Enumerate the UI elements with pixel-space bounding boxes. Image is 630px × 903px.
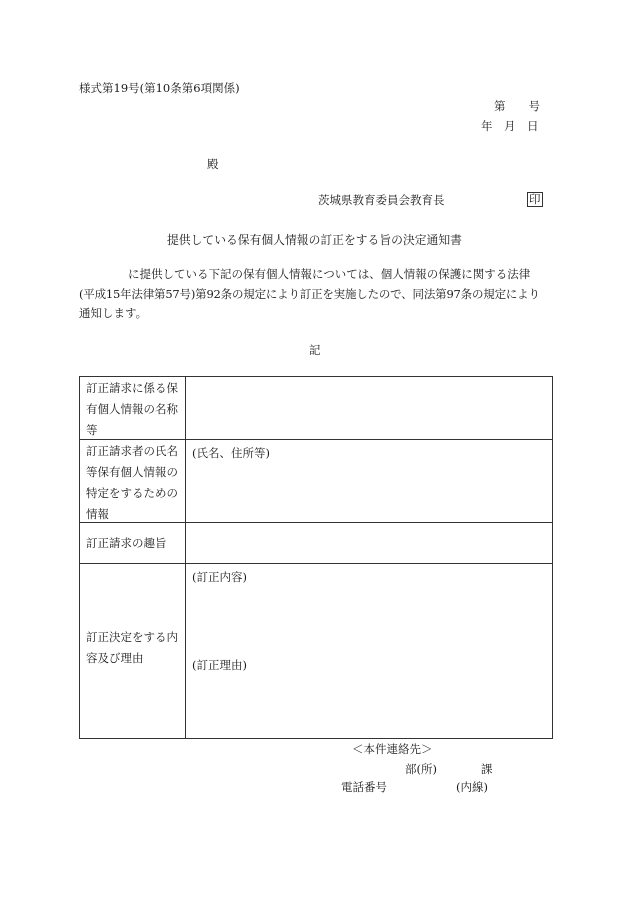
table-row	[80, 439, 552, 522]
document-date: 年 月 日	[481, 119, 539, 133]
table-row	[80, 563, 552, 740]
row-value-reason: (訂正理由)	[192, 658, 247, 672]
row-value-content: (訂正内容)	[192, 570, 247, 584]
body-line-3: 通知します。	[79, 306, 148, 320]
row-label: 訂正請求に係る保有個人情報の名称等	[86, 381, 178, 437]
body-line-2: (平成15年法律第57号)第92条の規定により訂正を実施したので、同法第97条の規定により	[79, 287, 540, 301]
sender-name: 茨城県教育委員会教育長	[318, 193, 445, 207]
row-label: 訂正決定をする内容及び理由	[86, 630, 178, 665]
contact-dept: 部(所)	[405, 762, 437, 776]
contact-section: 課	[481, 762, 493, 776]
table-row	[80, 522, 552, 563]
contact-heading: ＜本件連絡先＞	[352, 742, 433, 756]
row-label: 訂正請求者の氏名等保有個人情報の特定をするための情報	[86, 444, 178, 521]
contact-extension: (内線)	[456, 780, 488, 794]
document-title: 提供している保有個人情報の訂正をする旨の決定通知書	[167, 233, 462, 247]
document-number: 第 号	[494, 99, 540, 113]
form-number: 様式第19号(第10条第6項関係)	[79, 81, 240, 95]
body-line-1: に提供している下記の保有個人情報については、個人情報の保護に関する法律	[128, 267, 531, 281]
addressee-honorific: 殿	[207, 157, 219, 171]
contact-phone-label: 電話番号	[341, 780, 387, 794]
details-table	[79, 376, 553, 739]
table-row	[80, 377, 552, 439]
ki-mark: 記	[309, 343, 321, 357]
seal-stamp: 印	[529, 192, 541, 206]
row-label: 訂正請求の趣旨	[86, 536, 167, 550]
row-value: (氏名、住所等)	[192, 446, 270, 460]
